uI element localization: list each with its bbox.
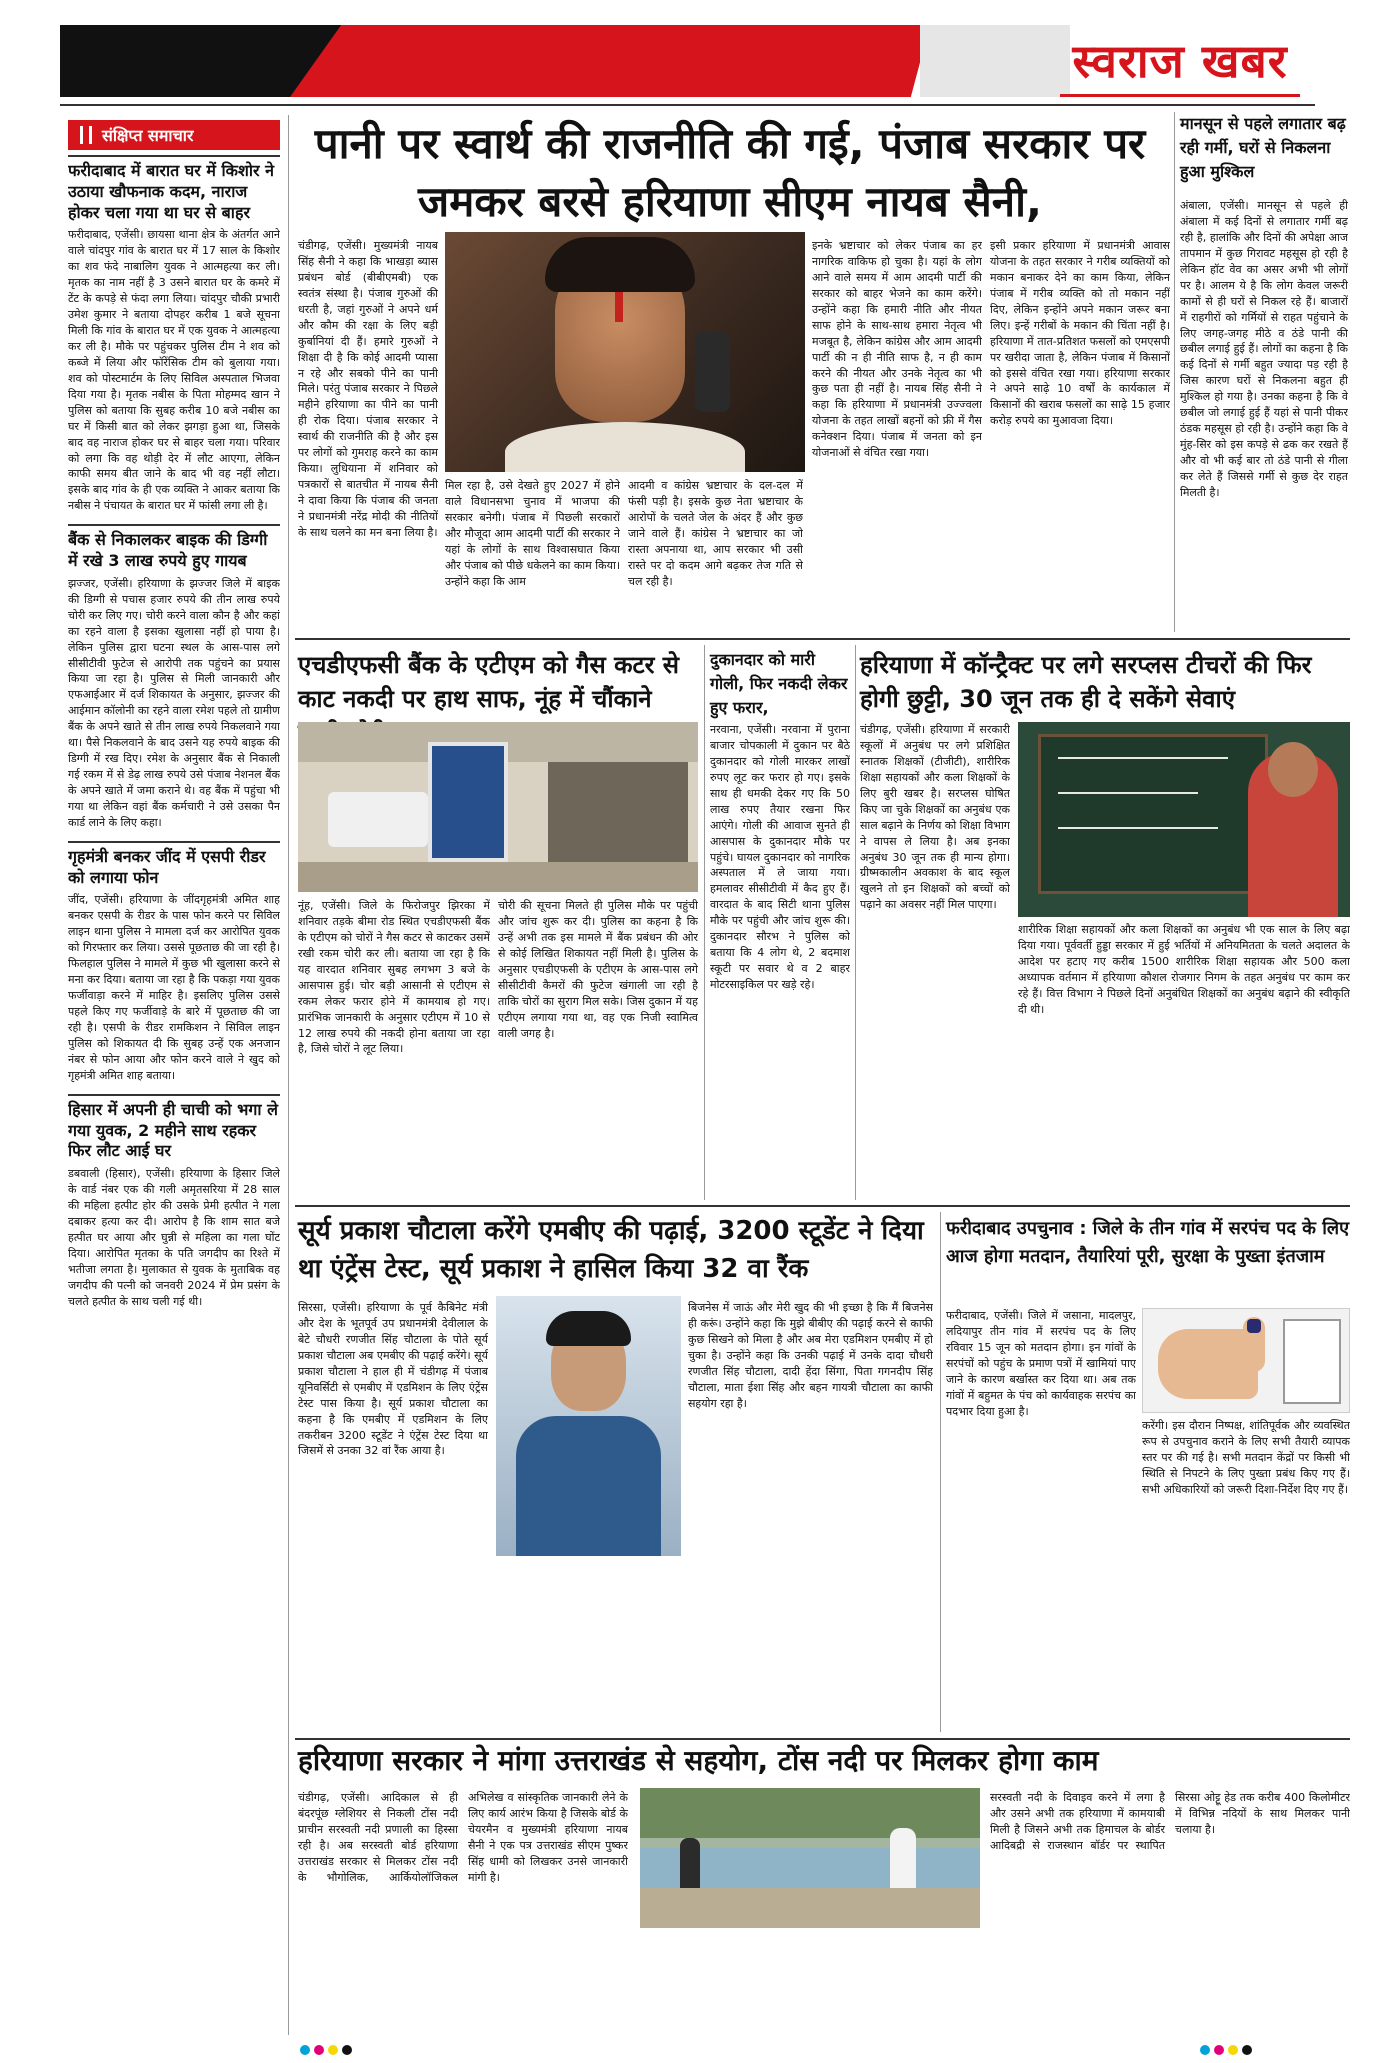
lead-body-col4: इसी प्रकार हरियाणा में प्रधानमंत्री आवास योजना के तहत सरकार ने गरीब व्यक्तियों को मकान बनाकर देने का काम किया, लेकिन पंजाब में गरीब व्यक्ति को तो मकान नहीं दिए, लेकिन इन्होंने अपने मकान जरूर बना लिए। इन्हें गरीबों के मकान की चिंता नहीं है। हरियाणा में तात-प्रतिशत फसलों को एमएसपी पर खरीदा जाता है, लेकिन पंजाब में किसानों को इससे वंचित रखा गया। हरियाणा सरकार ने अपने साढ़े 10 वर्षों के कार्यकाल में किसानों की खराब फसलों का साढ़े 15 हजार करोड़ रुपये का मुआवजा दिया। [990,239,1170,428]
lead-body-col2: मिल रहा है, उसे देखते हुए 2027 में होने वाले विधानसभा चुनाव में भाजपा की सरकार बनेगी। पंजाब में पिछली सरकारों और मौजूदा आम आदमी पार्टी की सरकार ने यहां के लोगों के साथ विश्वासघात किया और पंजाब को पीछे धकेलने का काम किया। उन्होंने कहा कि आम [445,479,620,588]
faridabad-body-left: फरीदाबाद, एजेंसी। जिले में जसाना, मादलपुर, लदियापुर तीन गांव में सरपंच पद के लिए रविवार 15 जून को मतदान होगा। इन गांवों के सरपंचों को पहुंच के प्रमाण पत्रों में खामियां पाए जाने के कारण बर्खास्त कर दिया था। अब तक गांवों में बहुमत के पंच को कार्यवाहक सरपंच का पदभार दिया हुआ है। [946,1309,1136,1418]
atm-headline: एचडीएफसी बैंक के एटीएम को गैस कटर से काट नकदी पर हाथ साफ, नूंह में चौंकाने [298,651,679,713]
column-divider [940,1212,941,1732]
section-rule [295,638,1350,640]
tons-body-right: सरस्वती नदी के दिवाइव करने में लगा है और उसने अभी तक हरियाणा में कामयाबी मिली है जिसने अभी तक हिमाचल के बोर्डर आदिबद्री से राजस्थान बॉर्डर पर स्थापित सिरसा ओट्टू हेड तक करीब 400 किलोमीटर में विभिन्न नदियों के साथ मिलकर पानी चलाया है। [990,1791,1350,1852]
brief-item [68,841,280,1084]
yellow-dot [1228,2045,1238,2055]
teacher-body-left: चंडीगढ़, एजेंसी। हरियाणा में सरकारी स्कूलों में अनुबंध पर लगे प्रशिक्षित स्नातक शिक्षकों (टीजीटी), शारीरिक शिक्षा सहायकों और कला शिक्षकों के लिए बुरी खबर है। सरप्लस घोषित किए जा चुके शिक्षकों का अनुबंध एक साल बढ़ाने के निर्णय को शिक्षा विभाग ने वापस ले लिया है। अब इनका अनुबंध 30 जून तक ही मान्य होगा। ग्रीष्मकालीन अवकाश के बाद स्कूल खुलने तो इन शिक्षकों को बच्चों को पढ़ाने का अवसर नहीं मिल पाएगा। [860,723,1010,912]
faridabad-body-right: करेंगी। इस दौरान निष्पक्ष, शांतिपूर्वक और व्यवस्थित रूप से उपचुनाव कराने के लिए सभी तैयारी व्यापक स्तर पर की गई है। सभी मतदान केंद्रों पर किसी भी स्थिति से निपटने के लिए पुख्ता प्रबंध किए गए हैं। सभी अधिकारियों को जरूरी दिशा-निर्देश दिए गए हैं। [1142,1419,1350,1496]
brief-item [68,155,280,514]
section-rule [295,1738,1350,1740]
brief-title: गृहमंत्री बनकर जींद में एसपी रीडर को लगाया फोन [68,841,280,889]
cyan-dot [1200,2045,1210,2055]
lead-body-col1: चंडीगढ़, एजेंसी। मुख्यमंत्री नायब सिंह सैनी ने कहा कि भाखड़ा ब्यास प्रबंधन बोर्ड (बीबीएमबी) एक स्वतंत्र संस्था है। पंजाब गुरुओं की धरती है, जहां गुरुओं ने अपने धर्म और कौम की रक्षा के लिए बड़ी कुर्बानियां दी हैं। हमारे गुरुओं ने शिक्षा दी है कि कोई आदमी प्यासा न रहे और सबको पीने का पानी मिले। परंतु पंजाब सरकार ने पिछले महीने हरियाणा का पीने का पानी ही रोक दिया। पंजाब सरकार ने स्वार्थ की राजनीति की है और इस पर लोगों को गुमराह करने का काम किया। लुधियाना में शनिवार को पत्रकारों से बातचीत में नायब सैनी ने दावा किया कि पंजाब की जनता ने प्रधानमंत्री नरेंद्र मोदी की नीतियों के साथ चलने का मन बना लिया है। [298,239,438,539]
black-dot [342,2045,352,2055]
surya-headline: सूर्य प्रकाश चौटाला करेंगे एमबीए की पढ़ाई, 3200 स्टूडेंट ने दिया था एंट्रेंस टेस्ट, सूर्य प्रकाश ने हासिल किया 32 वा रैंक [298,1216,924,1284]
cyan-dot [300,2045,310,2055]
masthead [60,25,1300,97]
teacher-photo [1018,722,1350,917]
lead-headline: पानी पर स्वार्थ की राजनीति की गई, पंजाब सरकार पर जमकर बरसे हरियाणा सीएम नायब सैनी, [314,119,1146,226]
yellow-dot [328,2045,338,2055]
column-divider [704,645,705,1200]
section-label [68,120,280,150]
magenta-dot [1214,2045,1224,2055]
section-bars-icon [80,126,92,144]
masthead-red-band [290,25,930,97]
section-rule [295,1205,1350,1207]
brief-item [68,524,280,831]
print-registration-marks [300,2045,352,2055]
atm-body-right: चोरी की सूचना मिलते ही पुलिस मौके पर पहुंची और जांच शुरू कर दी। पुलिस का कहना है कि उन्हें अभी तक इस मामले में बैंक प्रबंधन की ओर से कोई लिखित शिकायत नहीं मिली है। पुलिस के अनुसार एचडीएफसी के एटीएम के आस-पास लगे सीसीटीवी कैमरों की फुटेज खंगाली जा रही है ताकि चोरों का सुराग मिल सके। जिस दुकान में यह एटीएम लगाया गया था, वह एक निजी स्वामित्व वाली जगह है। [498,899,698,1040]
briefs-column [68,155,280,2035]
surya-body-left: सिरसा, एजेंसी। हरियाणा के पूर्व कैबिनेट मंत्री और देश के भूतपूर्व उप प्रधानमंत्री देवीलाल के बेटे चौधरी रणजीत सिंह चौटाला के पोते सूर्य प्रकाश चौटाला अब एमबीए की पढ़ाई करेंगे। सूर्य प्रकाश चौटाला ने हाल ही में चंडीगढ़ में पंजाब यूनिवर्सिटी से एमबीए में एडमिशन के लिए एंट्रेंस टेस्ट पास किया है। सूर्य प्रकाश चौटाला का कहना है कि एमबीए में एडमिशन के लिए तकरीबन 3200 स्टूडेंट ने एंट्रेंस टेस्ट दिया था जिसमें से उनका 32 वां रैंक आया है। [298,1301,488,1458]
masthead-grey-band [920,25,1070,97]
brief-title: फरीदाबाद में बारात घर में किशोर ने उठाया खौफनाक कदम, नाराज होकर चला गया था घर से बाहर [68,155,280,223]
masthead-rule [60,104,1315,106]
column-divider [1174,112,1175,632]
brief-body: फरीदाबाद, एजेंसी। छायसा थाना क्षेत्र के अंतर्गत आने वाले चांदपुर गांव के बारात घर में 17 साल के किशोर का शव फंदे नाबालिग युवक ने आत्महत्या कर ली। मृतक का नाम नहीं है 3 उसने बारात घर के कमरे में टेंट के कपड़े से फंदा लगा लिया। चांदपुर चौकी प्रभारी उमेश कुमार ने बताया दोपहर करीब 1 बजे सूचना मिली कि गांव के बारात घर में एक युवक ने आत्महत्या कर ली है। मौके पर पहुंचकर पुलिस टीम ने शव को कब्जे में लिया और फॉरेंसिक टीम को बुलाया गया। शव को पोस्टमार्टम के लिए सिविल अस्पताल भिजवा दिया गया है। मृतक नबीस के पिता मोहम्मद खान ने पुलिस को बताया कि सुबह करीब 10 बजे नबीस का घर में किसी बात को लेकर झगड़ा हुआ था, जिसके बाद वह नाराज होकर घर से बाहर चला गया। परिवार को लगा कि वह थोड़ी देर में लौट आएगा, लेकिन काफी समय बीत जाने के बाद भी वह नहीं लौटा। इसके बाद गांव के ही एक व्यक्ति ने आकर बताया कि नबीस ने पंचायत के बारात घर में फांसी लगा ली है। [68,228,280,513]
lead-body-col3: इनके भ्रष्टाचार को लेकर पंजाब का हर नागरिक वाकिफ हो चुका है। यहां के लोग आने वाले समय में आम आदमी पार्टी की सरकार को बाहर भेजने का काम करेंगे। उन्होंने कहा कि हमारी नीति और नीयत साफ होने के साथ-साथ हमारा नेतृत्व भी मजबूत है, लेकिन कांग्रेस और आम आदमी पार्टी की न ही नीति साफ है, न ही काम करने की नीयत और उनके नेतृत्व का भी कुछ पता ही नहीं है। नायब सिंह सैनी ने कहा कि हरियाणा में प्रधानमंत्री उज्ज्वला योजना के तहत लाखों बहनों को फ्री में गैस कनेक्शन दिया। पंजाब में जनता को इन योजनाओं से वंचित रखा गया। [812,239,982,460]
teacher-headline: हरियाणा में कॉन्ट्रैक्ट पर लगे सरप्लस टीचरों की फिर होगी छुट्टी, 30 जून तक ही दे सकेंगे सेवाएं [860,651,1312,713]
section-label-text: संक्षिप्त समाचार [102,126,194,145]
brief-item [68,1094,280,1310]
brief-title: बैंक से निकालकर बाइक की डिग्गी में रखे 3 लाख रुपये हुए गायब [68,524,280,572]
side-headline: मानसून से पहले लगातार बढ़ रही गर्मी, घरों से निकलना हुआ मुश्किल [1180,114,1346,181]
cm-portrait-photo [445,232,805,472]
tons-body-left: चंडीगढ़, एजेंसी। आदिकाल से ही बंदरपूंछ ग्लेशियर से निकली टोंस नदी प्राचीन सरस्वती नदी प्रणाली का हिस्सा रही है। अब सरस्वती बोर्ड हरियाणा उत्तराखंड सरकार से मिलकर टोंस नदी के भौगोलिक, आर्कियोलॉजिकल अभिलेख व सांस्कृतिक जानकारी लेने के लिए कार्य आरंभ किया है जिसके बोर्ड के चेयरमैन व मुख्यमंत्री हरियाणा नायब सैनी ने एक पत्र उत्तराखंड सीएम पुष्कर सिंह धामी को लिखकर उनसे जानकारी मांगी है। [298,1791,628,1884]
brief-body: जींद, एजेंसी। हरियाणा के जींदगृहमंत्री अमित शाह बनकर एसपी के रीडर के पास फोन करने पर सिविल लाइन थाना पुलिस ने मामला दर्ज कर आरोपित युवक को गिरफ्तार कर लिया। उससे पूछताछ की जा रही है। फिलहाल पुलिस ने मामले में कुछ भी खुलासा करने से मना कर दिया। बताया जा रहा है कि पकड़ा गया युवक फर्जीवाड़ा करने में माहिर है। इसलिए पुलिस उससे पहले किए गए फर्जीवाड़े के बारे में पूछताछ की जा रही है। एसपी के रीडर रामकिशन ने सिविल लाइन पुलिस को शिकायत दी कि सुबह उन्हें एक अनजान नंबर से फोन आया और फोन करने वाले ने खुद को गृहमंत्री अमित शाह बताया। [68,893,280,1082]
teacher-body-right: शारीरिक शिक्षा सहायकों और कला शिक्षकों का अनुबंध भी एक साल के लिए बढ़ा दिया गया। पूर्ववर्ती हुड्डा सरकार में हुई भर्तियों में अनियमितता के चलते अदालत के आदेश पर हटाए गए करीब 1500 शारीरिक शिक्षा सहायक और 500 कला अध्यापक वर्तमान में हरियाणा कौशल रोजगार निगम के तहत अनुबंध पर काम कर रहे हैं। वित्त विभाग ने पिछले दिनों अनुबंधित शिक्षकों का अनुबंध बढ़ाने की स्वीकृति दी थी। [1018,923,1350,1016]
shop-headline: दुकानदार को मारी गोली, फिर नकदी लेकर हुए फरार, [710,650,848,717]
atm-photo [298,722,698,892]
column-divider [288,115,289,2035]
tons-headline: हरियाणा सरकार ने मांगा उत्तराखंड से सहयोग, टोंस नदी पर मिलकर होगा काम [298,1744,1099,1777]
river-photo [640,1788,980,1928]
newspaper-logo: स्वराज खबर [1060,25,1300,97]
brief-body: डबवाली (हिसार), एजेंसी। हरियाणा के हिसार जिले के वार्ड नंबर एक की गली अमृतसरिया में 28 साल की महिला हत्पीट होर की उसके प्रेमी हत्पीत ने गला दबाकर हत्या कर दी। आरोप है कि शाम सात बजे हत्पीत घर आया और घुन्नी से महिला का गला घोंट दिया। आरोपित मृतका के पति जगदीप का रिश्ते में भतीजा लगता है। मुलाकात से युवक के मुताबिक वह जगदीप की पत्नी को जनवरी 2024 में प्रेम प्रसंग के चलते हत्पीत के साथ चली गई थी। [68,1167,280,1308]
brief-body: झज्जर, एजेंसी। हरियाणा के झज्जर जिले में बाइक की डिग्गी से पचास हजार रुपये की तीन लाख रुपये चोरी कर लिए गए। चोरी करने वाला कौन है और कहां का रहने वाला है इसका खुलासा नहीं हो पाया है। लेकिन पुलिस द्वारा घटना स्थल के आस-पास लगे सीसीटीवी फुटेज से आरोपी तक पहुंचने का प्रयास किया जा रहा है। पुलिस से मिली जानकारी और एफआईआर में दर्ज शिकायत के अनुसार, झज्जर की आईमान कॉलोनी का रहने वाला रमेश पहले तो ग्रामीण बैंक के अपने खाते से तीन लाख रुपये निकलवाने गया था। पैसे निकलवाने के बाद उसने यह रुपये बाइक की डिग्गी में रख दिए। रमेश के अनुसार बैंक से निकाली गई रकम में से डेढ़ लाख रुपये उसे पंजाब नेशनल बैंक के अपने खाते में जमा कराने थे। वह बैंक में पहुंचा भी गया था लेकिन वहां बैंक कर्मचारी ने उसे उसका पैन कार्ड लाने के लिए कहा। [68,576,280,829]
faridabad-headline: फरीदाबाद उपचुनाव : जिले के तीन गांव में सरपंच पद के लिए आज होगा मतदान, तैयारियां पूरी, सुरक्षा के पुख्ता इंतजाम [946,1218,1350,1267]
side-body: अंबाला, एजेंसी। मानसून से पहले ही अंबाला में कई दिनों से लगातार गर्मी बढ़ रही है, हालांकि और दिनों की अपेक्षा आज तापमान में कुछ गिरावट महसूस हो रही है लेकिन हॉट वेव का असर अभी भी लोगों पर है। आलम ये है कि लोग केवल जरूरी कामों से ही घरों से निकल रहे हैं। बाजारों में राहगीरों को गर्मियों से राहत पहुंचाने के लिए जगह-जगह मीठे व ठंडे पानी की छबील लगाई हुई हैं। लोगों का कहना है कि कई दिनों से गर्मी बहुत ज्यादा पड़ रही है जिस कारण घरों से निकलना बहुत ही मुश्किल हो गया है। उनका कहना है कि वे छबील जो लगाई हुई हैं यहां से पानी पीकर ठंडक महसूस हो रही है। उन्होंने कहा कि वे मुंह-सिर को इस कपड़े से ढक कर रखते हैं और वो भी कई बार तो ठंडे पानी से गीला कर लेते हैं जिससे गर्मी से कुछ देर राहत मिलती है। [1180,199,1348,499]
lead-body-col2b: आदमी व कांग्रेस भ्रष्टाचार के दल-दल में फंसी पड़ी है। इसके कुछ नेता भ्रष्टाचार के आरोपों के चलते जेल के अंदर हैं और कुछ जाने वाले हैं। कांग्रेस ने भ्रष्टाचार का जो रास्ता अपनाया था, आप सरकार भी उसी रास्ते पर दो कदम आगे बढ़कर तेज गति से चल रही है। [628,479,803,588]
shop-body: नरवाना, एजेंसी। नरवाना में पुराना बाजार चोपकाली में दुकान पर बैठे दुकानदार को गोली मारकर लाखों रुपए लूट कर फरार हो गए। इसके साथ ही धमकी देकर गए कि 50 लाख रुपए तैयार रखना फिर आएंगे। गोली की आवाज सुनते ही आसपास के दुकानदार मौके पर पहुंचे। घायल दुकानदार को नागरिक अस्पताल में ले जाया गया। हमलावर सीसीटीवी में कैद हुए हैं। वारदात के बाद सिटी थाना पुलिस मौके पर पहुंची और जांच शुरू की। दुकानदार सौरभ ने पुलिस को बताया कि 4 लोग थे, 2 बदमाश स्कूटी पर सवार थे व 2 बाहर मोटरसाइकिल पर खड़े रहे। [710,723,850,991]
voting-ink-photo [1142,1308,1350,1413]
black-dot [1242,2045,1252,2055]
print-registration-marks [1200,2045,1252,2055]
surya-body-right: बिजनेस में जाऊं और मेरी खुद की भी इच्छा है कि मैं बिजनेस ही करूं। उन्होंने कहा कि मुझे बीबीए की पढ़ाई करने से काफी कुछ सिखने को मिला है और अब मेरा एडमिशन एमबीए में हो चुका है। उन्होंने कहा कि उनकी पढ़ाई में उनके दादा चौधरी रणजीत सिंह चौटाला, दादी हेंदा सिंगा, पिता गगनदीप सिंह चौटाला, माता ईशा सिंह और बहन गायत्री चौटाला का काफी सहयोग रहा है। [688,1301,933,1410]
column-divider [855,645,856,1200]
brief-title: हिसार में अपनी ही चाची को भगा ले गया युवक, 2 महीने साथ रहकर फिर लौट आई घर [68,1094,280,1162]
surya-portrait-photo [496,1296,681,1556]
atm-body-left: नूंह, एजेंसी। जिले के फिरोजपुर झिरका में शनिवार तड़के बीमा रोड स्थित एचडीएफसी बैंक के एटीएम को चोरों ने गैस कटर से काटकर उसमें रखी रकम चोरी कर ली। बताया जा रहा है कि यह वारदात शनिवार सुबह लगभग 3 बजे के आसपास हुई। चोर बड़ी आसानी से एटीएम से रकम लेकर फरार होने में कामयाब हो गए। प्रारंभिक जानकारी के अनुसार एटीएम में 10 से 12 लाख रुपये की नकदी होना बताया जा रहा है, जिसे चोरों ने लूट लिया। [298,899,490,1056]
magenta-dot [314,2045,324,2055]
